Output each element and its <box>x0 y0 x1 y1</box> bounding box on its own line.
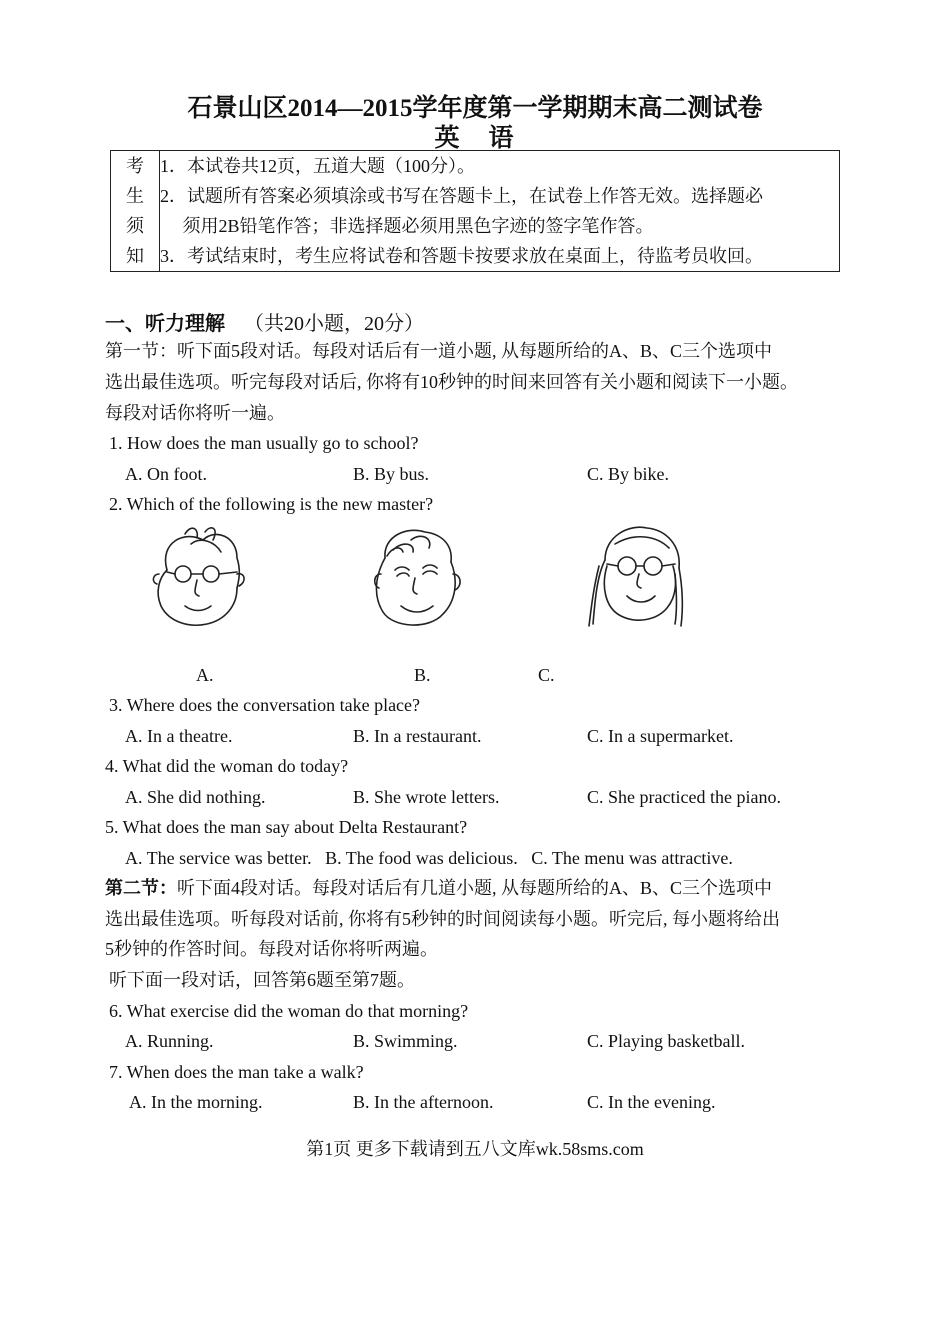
question-stem: 4. What did the woman do today? <box>105 756 349 776</box>
notice-box <box>110 150 840 272</box>
option-c: C. <box>538 665 555 685</box>
option-c: C. In a supermarket. <box>587 726 734 746</box>
part2-intro-line <box>105 877 772 899</box>
section-heading-note: （共20小题，20分） <box>244 313 424 335</box>
notice-side-label <box>111 151 160 272</box>
section-heading <box>105 307 424 336</box>
part1-intro-line: 每段对话你将听一遍。 <box>105 403 285 423</box>
option-a: A. In a theatre. <box>125 726 233 746</box>
notice-item: 1．本试卷共12页，五道大题（100分）。 <box>160 156 475 176</box>
option-c: C. Playing basketball. <box>587 1031 745 1051</box>
notice-item: 须用2B铅笔作答；非选择题必须用黑色字迹的签字笔作答。 <box>160 216 654 236</box>
option-b: B. She wrote letters. <box>353 787 500 807</box>
part2-label: 第二节： <box>105 878 177 898</box>
option-c: C. In the evening. <box>587 1092 716 1112</box>
section-heading-title: 一、听力理解 <box>105 313 225 335</box>
part2-intro-line: 选出最佳选项。听每段对话前, 你将有5秒钟的时间阅读每小题。听完后, 每小题将给出 <box>105 909 780 929</box>
part1-intro-line: 第一节：听下面5段对话。每段对话后有一道小题, 从每题所给的A、B、C三个选项中 <box>105 341 773 361</box>
face-c-illustration <box>585 520 695 632</box>
option-b: B. By bus. <box>353 464 430 484</box>
notice-side-char: 生 <box>126 186 144 206</box>
question-stem: 3. Where does the conversation take place? <box>109 695 421 715</box>
question-stem: 2. Which of the following is the new master? <box>109 494 434 514</box>
option-b: B. In a restaurant. <box>353 726 482 746</box>
option-b: B. <box>414 665 431 685</box>
page-title: 石景山区2014—2015学年度第一学期期末高二测试卷 <box>187 95 763 122</box>
option-a: A. She did nothing. <box>125 787 266 807</box>
notice-item: 2．试题所有答案必须填涂或书写在答题卡上，在试卷上作答无效。选择题必 <box>160 186 763 206</box>
options-line: A. The service was better. B. The food was delicious. C. The menu was attractive. <box>125 848 733 868</box>
notice-side-char: 考 <box>126 156 144 176</box>
option-a: A. <box>196 665 214 685</box>
question-stem: 1. How does the man usually go to school? <box>109 433 419 453</box>
option-b: B. Swimming. <box>353 1031 458 1051</box>
notice-item: 3．考试结束时，考生应将试卷和答题卡按要求放在桌面上，待监考员收回。 <box>160 246 763 266</box>
subject-title: 英 语 <box>434 125 516 152</box>
dialog-note: 听下面一段对话，回答第6题至第7题。 <box>109 970 415 990</box>
face-a-illustration <box>145 522 255 632</box>
notice-side-char: 知 <box>126 246 144 266</box>
notice-side-char: 须 <box>126 216 144 236</box>
part2-intro-text: 听下面4段对话。每段对话后有几道小题, 从每题所给的A、B、C三个选项中 <box>177 878 773 898</box>
question-stem: 7. When does the man take a walk? <box>109 1062 364 1082</box>
option-a: A. In the morning. <box>129 1092 263 1112</box>
option-c: C. She practiced the piano. <box>587 787 781 807</box>
face-b-illustration <box>363 522 473 632</box>
option-a: A. On foot. <box>125 464 207 484</box>
notice-body <box>160 151 840 272</box>
part1-intro-line: 选出最佳选项。听完每段对话后, 你将有10秒钟的时间来回答有关小题和阅读下一小题。 <box>105 372 798 392</box>
option-b: B. In the afternoon. <box>353 1092 494 1112</box>
option-c: C. By bike. <box>587 464 670 484</box>
question-stem: 6. What exercise did the woman do that morning? <box>109 1001 469 1021</box>
part2-intro-line: 5秒钟的作答时间。每段对话你将听两遍。 <box>105 939 438 959</box>
page-footer: 第1页 更多下载请到五八文库wk.58sms.com <box>306 1139 644 1159</box>
option-a: A. Running. <box>125 1031 214 1051</box>
question-stem: 5. What does the man say about Delta Restaurant? <box>105 817 468 837</box>
